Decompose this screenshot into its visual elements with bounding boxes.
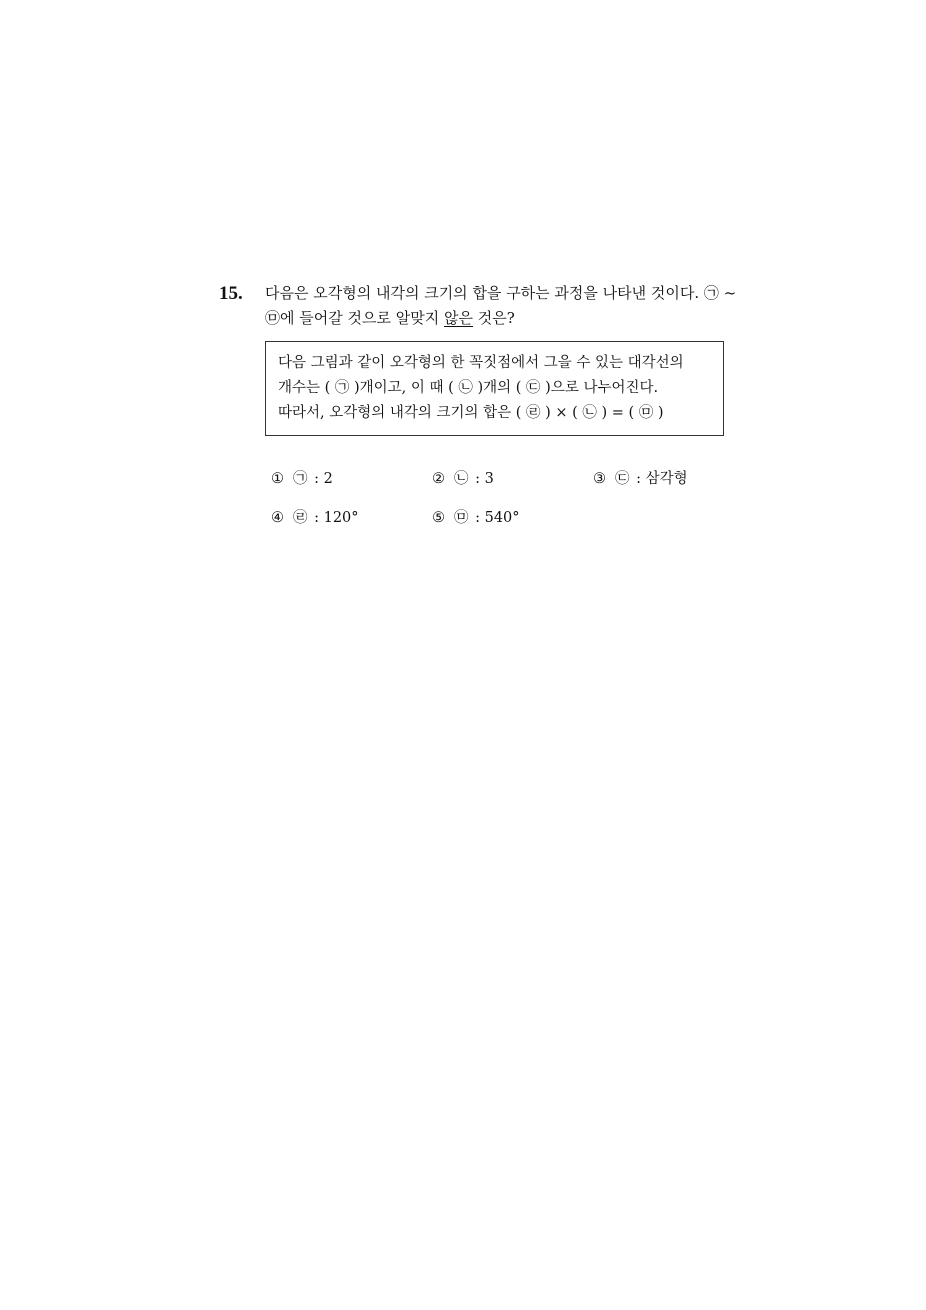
stem-line-2 — [265, 306, 759, 331]
choice-marker: ⑤ — [432, 510, 445, 526]
choice-symbol: ㉡ — [454, 471, 469, 487]
box-line-1: 다음 그림과 같이 오각형의 한 꼭짓점에서 그을 수 있는 대각선의 — [278, 355, 684, 371]
stem-line-1: 다음은 오각형의 내각의 크기의 합을 구하는 과정을 나타낸 것이다. ㉠ ~ — [265, 284, 737, 302]
choice-value: : 120° — [314, 510, 359, 526]
choice-value: : 540° — [475, 510, 520, 526]
stem-line-2-suffix: 것은? — [472, 309, 515, 327]
choice-value: : 3 — [475, 471, 494, 487]
choice-2[interactable] — [432, 467, 494, 488]
stem-underlined-word: 않은 — [443, 309, 473, 327]
question-number: 15. — [219, 283, 243, 304]
choice-symbol: ㉤ — [454, 510, 469, 526]
choice-marker: ④ — [271, 510, 284, 526]
explanation-box — [265, 341, 724, 436]
choice-1[interactable] — [271, 467, 333, 488]
choice-marker: ③ — [593, 471, 606, 487]
box-line-2: 개수는 ( ㉠ )개이고, 이 때 ( ㉡ )개의 ( ㉢ )으로 나누어진다. — [278, 380, 659, 396]
choice-4[interactable] — [271, 506, 359, 527]
choice-symbol: ㉣ — [293, 510, 308, 526]
choice-5[interactable] — [432, 506, 520, 527]
choice-value: : 2 — [314, 471, 333, 487]
box-line-3: 따라서, 오각형의 내각의 크기의 합은 ( ㉣ ) × ( ㉡ ) = ( ㉤ ) — [278, 405, 664, 421]
choice-value: : 삼각형 — [636, 471, 688, 487]
choice-marker: ② — [432, 471, 445, 487]
choice-marker: ① — [271, 471, 284, 487]
question-stem — [265, 281, 759, 331]
choice-symbol: ㉠ — [293, 471, 308, 487]
choice-3[interactable] — [593, 467, 688, 488]
choice-symbol: ㉢ — [615, 471, 630, 487]
stem-line-2-prefix: ㉤에 들어갈 것으로 알맞지 — [265, 309, 444, 327]
